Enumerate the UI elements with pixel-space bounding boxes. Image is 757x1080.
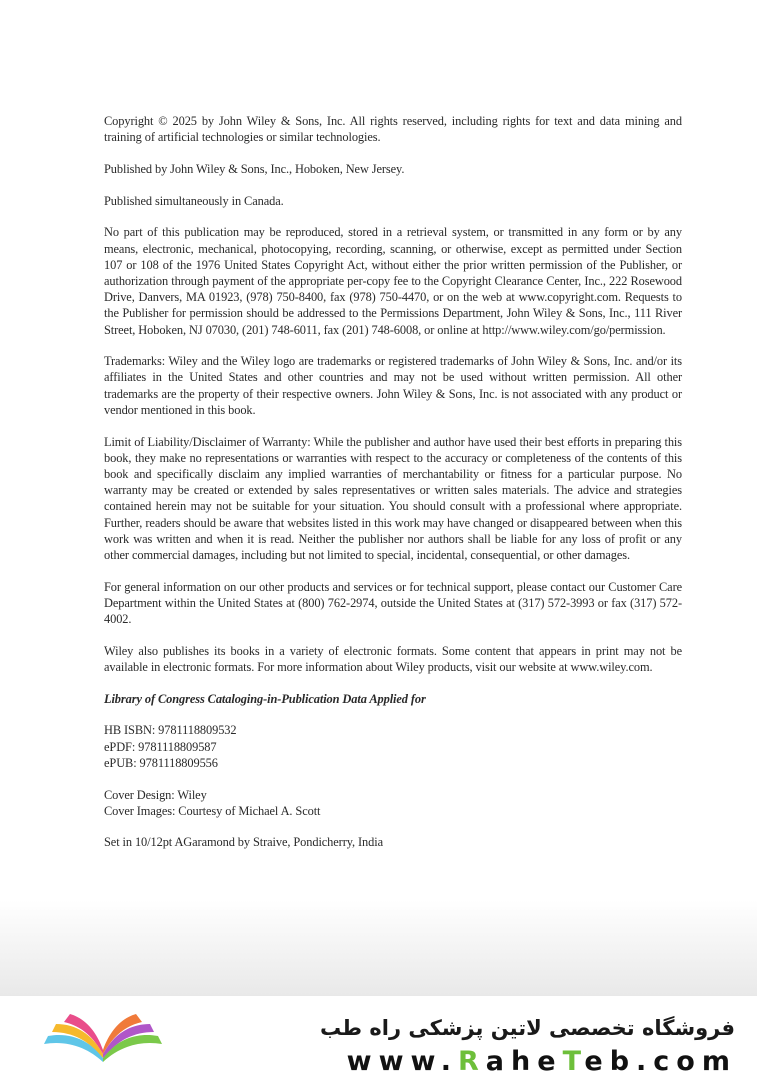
open-book-logo-icon (40, 1010, 166, 1068)
typeset-line: Set in 10/12pt AGaramond by Straive, Pondicherry, India (104, 835, 383, 850)
copyright-notice: Copyright © 2025 by John Wiley & Sons, Inc. All rights reserved, including rights for text and data mining and training of artificial technologies or similar technologies. (104, 114, 682, 145)
copyright-page-text (104, 113, 682, 866)
isbn-epub: ePUB: 9781118809556 (104, 755, 218, 770)
customer-care-info: For general information on our other products and services or for technical support, please contact our Customer Care Department within the United States at (800) 762-2974, outside the United States at (317) 572-3993 or fax (317) 572-4002. (104, 579, 682, 627)
isbn-epdf: ePDF: 9781118809587 (104, 739, 217, 754)
canada-line: Published simultaneously in Canada. (104, 193, 284, 208)
cip-heading: Library of Congress Cataloging-in-Publication Data Applied for (104, 691, 426, 706)
url-letter-t: T (562, 1046, 585, 1077)
cover-design: Cover Design: Wiley (104, 787, 207, 802)
trademarks-notice: Trademarks: Wiley and the Wiley logo are trademarks or registered trademarks of John Wiley & Sons, Inc. and/or its affiliates in the United States and other countries and may not be used without written permission. All other trademarks are the property of their respective owners. John Wiley & Sons, Inc. is not associated with any product or vendor mentioned in this book. (104, 354, 682, 417)
electronic-formats-note: Wiley also publishes its books in a variety of electronic formats. Some content that appears in print may not be available in electronic formats. For more information about Wiley products, visit our website at www.wiley.com. (104, 643, 682, 674)
isbn-hb: HB ISBN: 9781118809532 (104, 723, 237, 738)
publisher-line: Published by John Wiley & Sons, Inc., Hoboken, New Jersey. (104, 161, 405, 176)
liability-disclaimer: Limit of Liability/Disclaimer of Warranty: While the publisher and author have used their best efforts in preparing this book, they make no representations or warranties with respect to the accuracy or completeness of the contents of this book and specifically disclaim any implied warranties of merchantability or fitness for a particular purpose. No warranty may be created or extended by sales representatives or written sales materials. The advice and strategies contained herein may not be suitable for your situation. You should consult with a professional where appropriate. Further, readers should be aware that websites listed in this work may have changed or disappeared between when this work was written and when it is read. Neither the publisher nor authors shall be liable for any loss of profit or any other commercial damages, including but not limited to special, incidental, consequential, or other damages. (104, 434, 682, 562)
url-suffix: eb.com (584, 1046, 737, 1077)
store-name: فروشگاه تخصصی لاتین پزشکی راه طب (320, 1016, 735, 1040)
url-letter-r: R (458, 1046, 486, 1077)
url-prefix: www. (346, 1046, 458, 1077)
cover-credits (104, 787, 682, 819)
store-url (347, 1046, 737, 1077)
cover-images: Cover Images: Courtesy of Michael A. Scott (104, 803, 321, 818)
url-middle: ahe (485, 1046, 563, 1077)
reproduction-notice: No part of this publication may be reproduced, stored in a retrieval system, or transmitted in any form or by any means, electronic, mechanical, photocopying, recording, scanning, or otherwise, except as permitted under Section 107 or 108 of the 1976 United States Copyright Act, without either the prior written permission of the Publisher, or authorization through payment of the appropriate per-copy fee to the Copyright Clearance Center, Inc., 222 Rosewood Drive, Danvers, MA 01923, (978) 750-8400, fax (978) 750-4470, or on the web at www.copyright.com. Requests to the Publisher for permission should be addressed to the Permissions Department, John Wiley & Sons, Inc., 111 River Street, Hoboken, NJ 07030, (201) 748-6011, fax (201) 748-6008, or online at http://www.wiley.com/go/permission. (104, 225, 682, 337)
isbn-block (104, 722, 682, 771)
watermark-footer (0, 996, 757, 1080)
